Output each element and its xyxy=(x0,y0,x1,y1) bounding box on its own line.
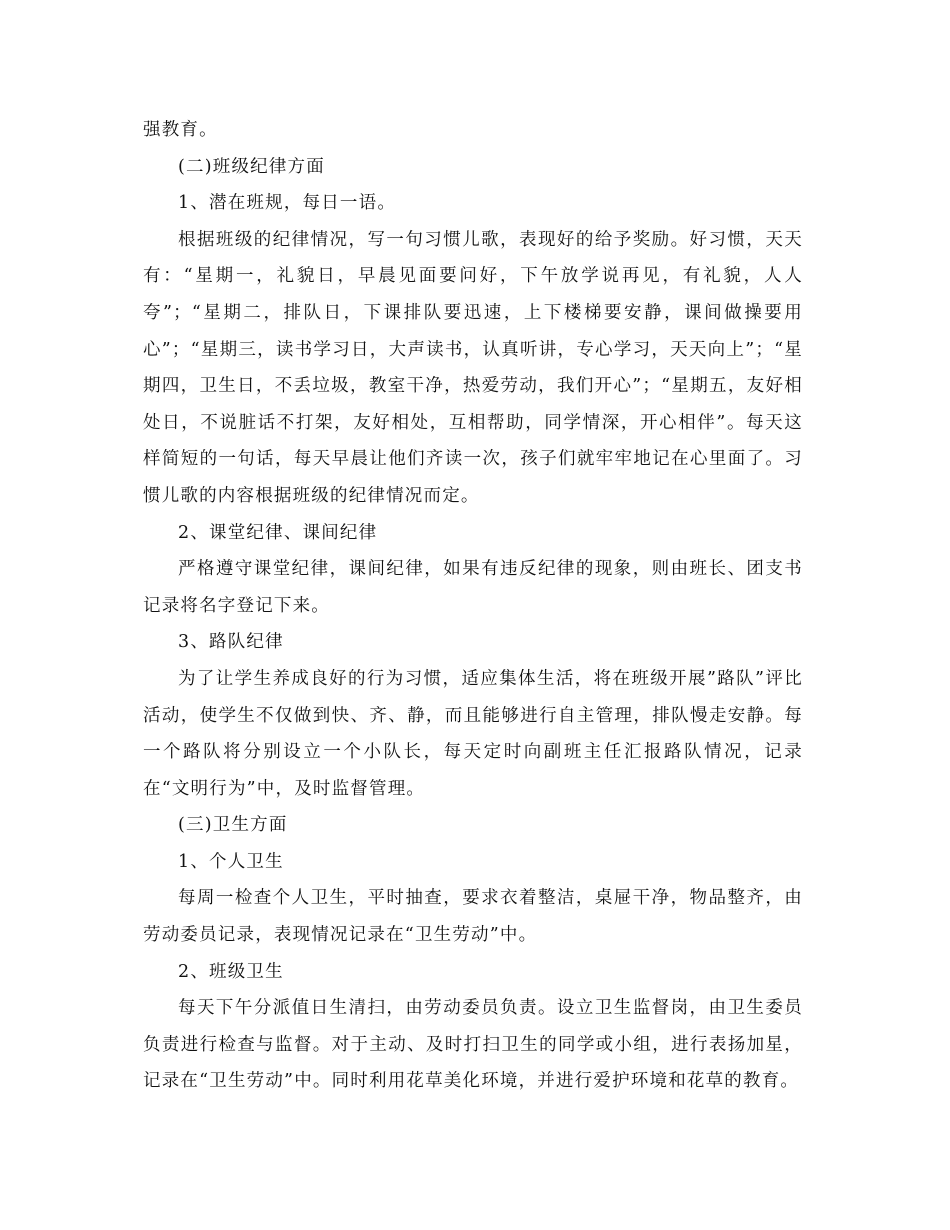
paragraph-classroom-discipline: 严格遵守课堂纪律，课间纪律，如果有违反纪律的现象，则由班长、团支书记录将名字登记下来。 xyxy=(143,559,803,616)
section-heading-discipline: (二)班级纪律方面 xyxy=(178,156,325,177)
paragraph-personal-hygiene: 每周一检查个人卫生，平时抽查，要求衣着整洁，桌屉干净，物品整齐，由劳动委员记录，表现情况记录在“卫生劳动”中。 xyxy=(143,888,803,946)
paragraph-continuation: 强教育。 xyxy=(143,120,218,140)
section-heading-hygiene: (三)卫生方面 xyxy=(178,815,288,836)
paragraph-class-hygiene: 每天下午分派值日生清扫，由劳动委员负责。设立卫生监督岗，由卫生委员负责进行检查与监督。对于主动、及时打扫卫生的同学或小组，进行表扬加星，记录在“卫生劳动”中。同时利用花草美化环境，并进行爱护环境和花草的教育。 xyxy=(143,998,803,1092)
paragraph-habit-rhymes: 根据班级的纪律情况，写一句习惯儿歌，表现好的给予奖励。好习惯，天天有：“星期一，礼貌日，早晨见面要问好，下午放学说再见，有礼貌，人人夸”；“星期二，排队日，下课排队要迅速，上下楼梯要安静，课间做操要用心”；“星期三，读书学习日，大声读书，认真听讲，专心学习，天天向上”；“星期四，卫生日，不丢垃圾，教室干净，热爱劳动，我们开心”；“星期五，友好相处日，不说脏话不打架，友好相处，互相帮助，同学情深，开心相伴”。每天这样简短的一句话，每天早晨让他们齐读一次，孩子们就牢牢地记在心里面了。习惯儿歌的内容根据班级的纪律情况而定。 xyxy=(143,229,803,506)
document-body xyxy=(143,112,803,1100)
subheading-personal-hygiene: 1、个人卫生 xyxy=(178,851,284,872)
subheading-classroom-discipline: 2、课堂纪律、课间纪律 xyxy=(178,522,378,543)
subheading-queue-discipline: 3、路队纪律 xyxy=(178,632,284,653)
subheading-class-hygiene: 2、班级卫生 xyxy=(178,961,284,982)
paragraph-queue-discipline: 为了让学生养成良好的行为习惯，适应集体生活，将在班级开展”路队”评比活动，使学生不仅做到快、齐、静，而且能够进行自主管理，排队慢走安静。每一个路队将分别设立一个小队长，每天定时向副班主任汇报路队情况，记录在“文明行为”中，及时监督管理。 xyxy=(143,668,803,799)
subheading-daily-rule: 1、潜在班规，每日一语。 xyxy=(178,193,397,214)
